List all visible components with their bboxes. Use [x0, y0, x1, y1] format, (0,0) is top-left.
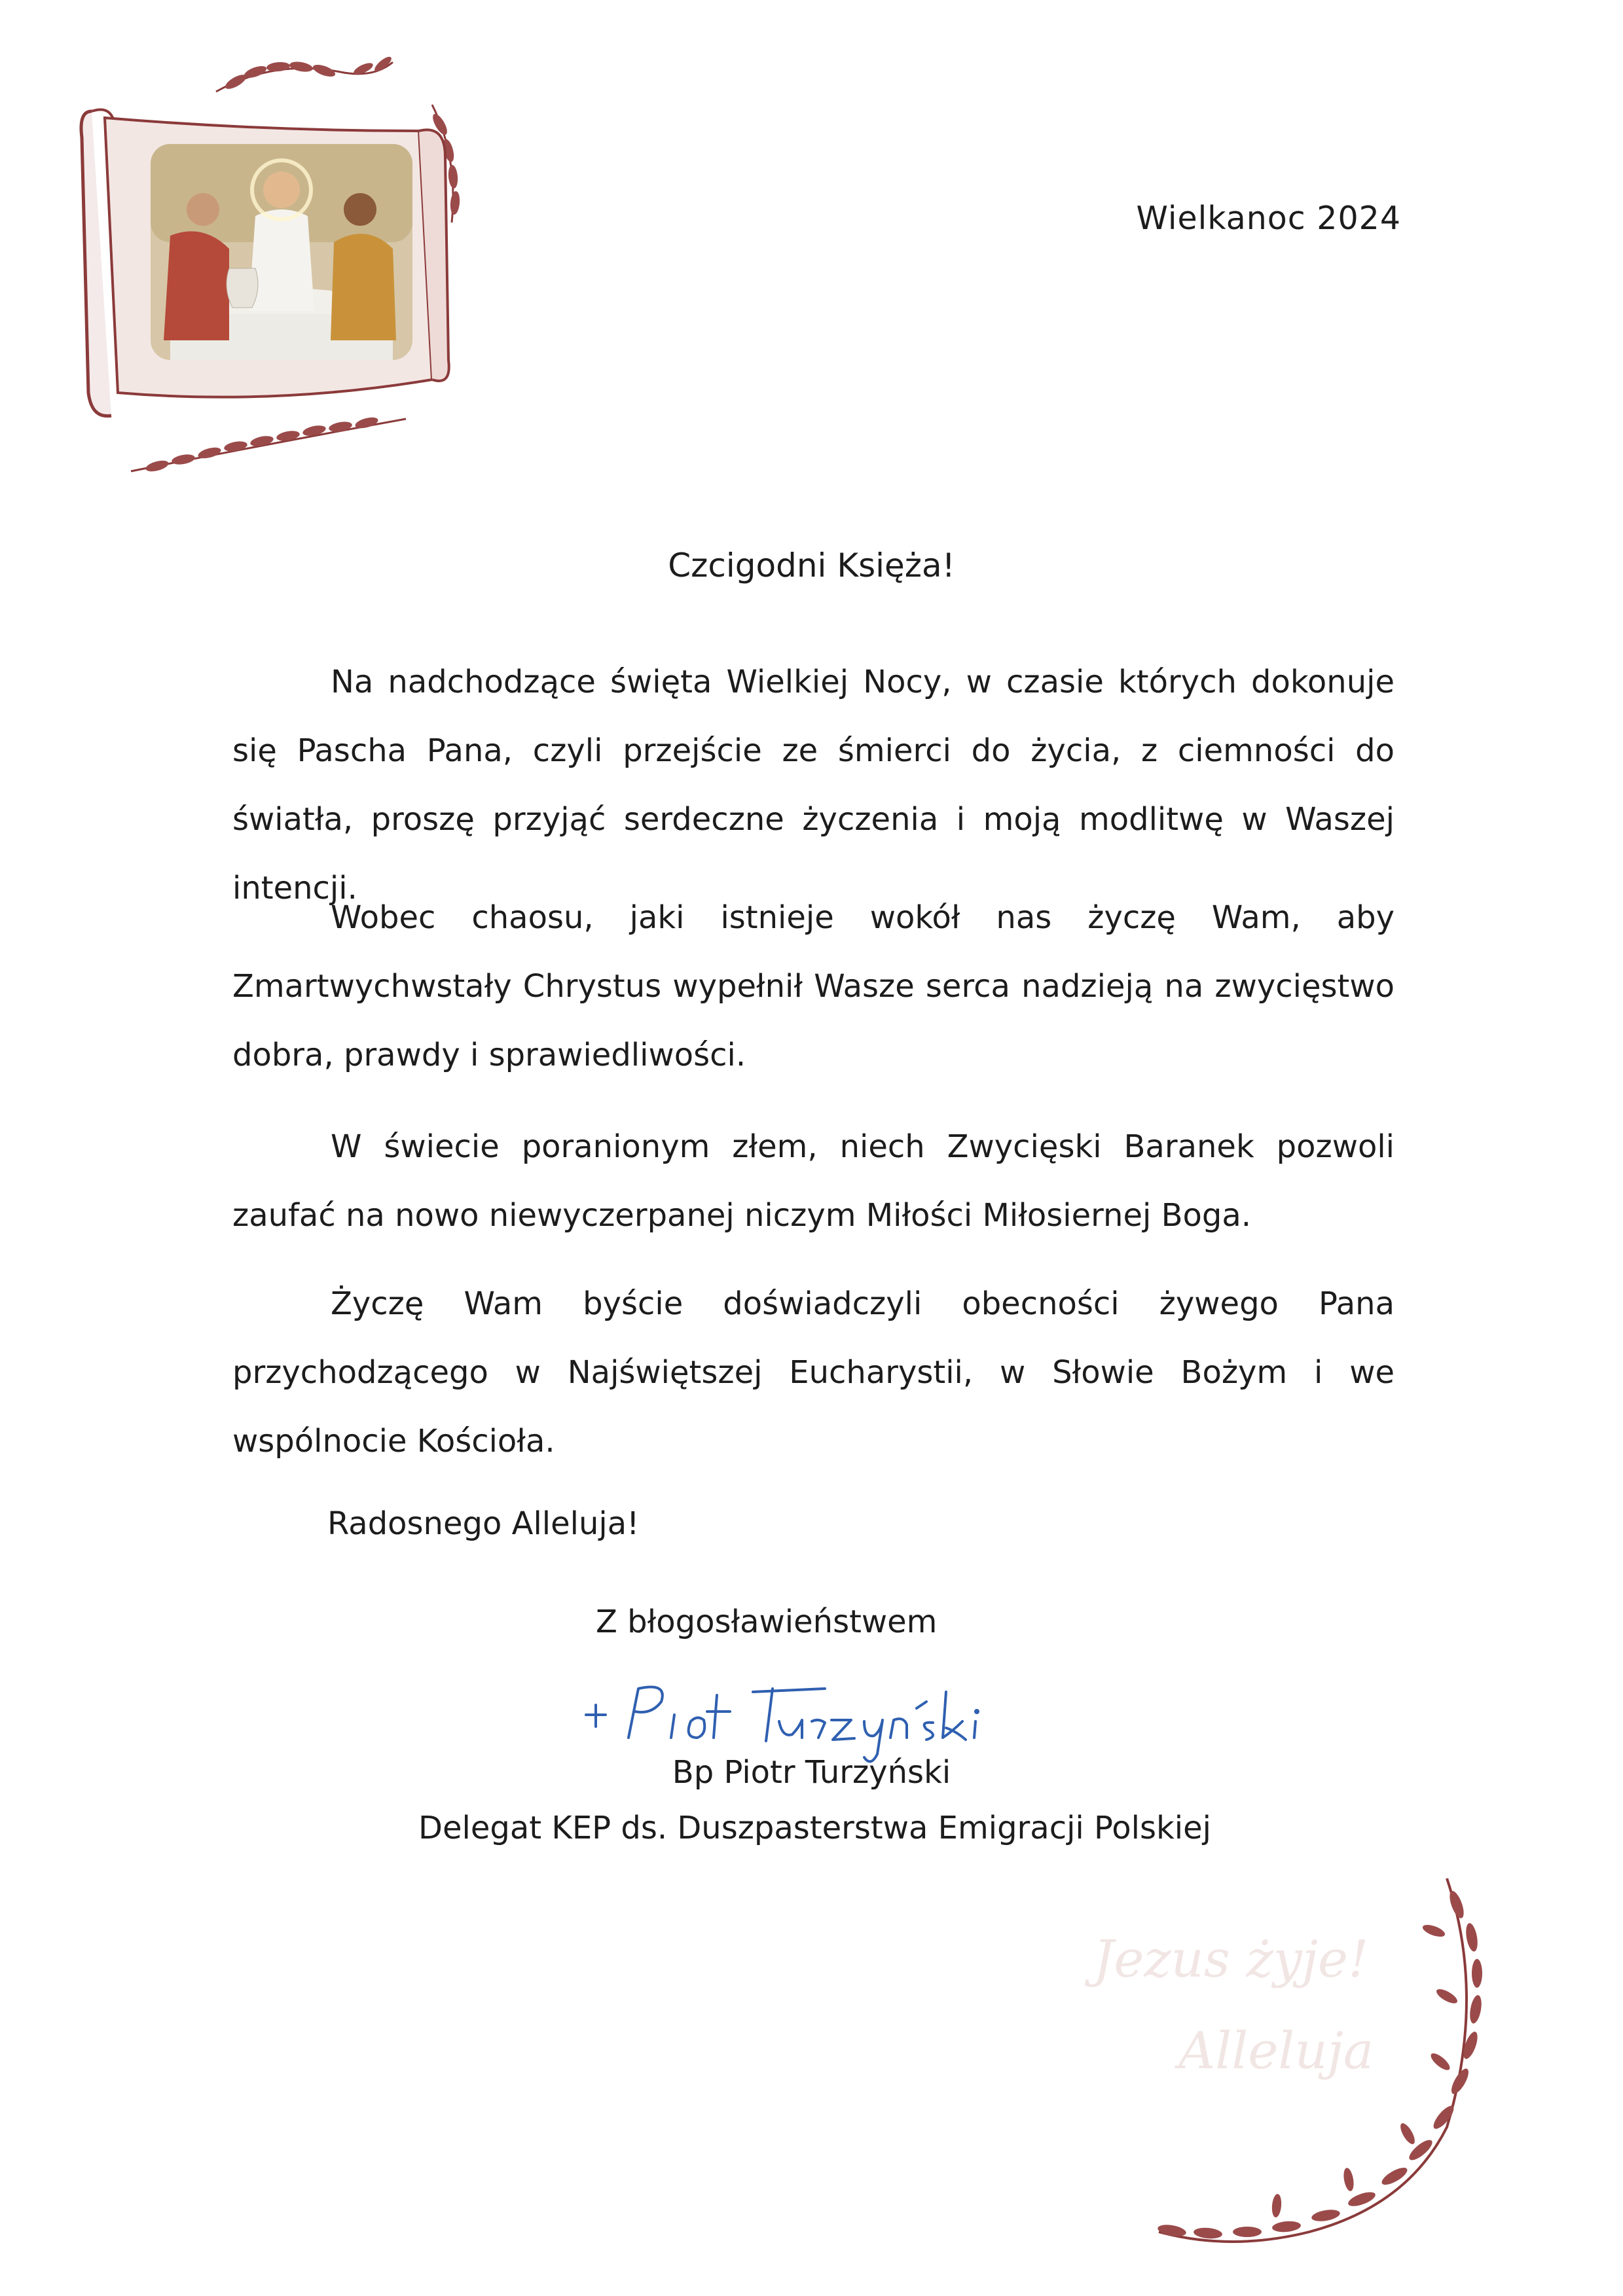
letter-paragraph-3: W świecie poranionym złem, niech Zwycięski Baranek pozwoli zaufać na nowo niewyczerpanej niczym Miłości Miłosiernej Boga. [232, 1128, 1395, 1234]
letter-paragraph-4: Życzę Wam byście doświadczyli obecności żywego Pana przychodzącego w Najświętszej Eucharystii, w Słowie Bożym i we wspólnocie Kościoła. [232, 1285, 1395, 1460]
svg-text:Jezus żyje!: Jezus żyje! [1093, 1930, 1369, 1989]
signer-name: Bp Piotr Turzyński [672, 1754, 951, 1791]
easter-scroll-illustration [65, 52, 511, 497]
letter-blessing: Z błogosławieństwem [596, 1604, 938, 1640]
letter-date: Wielkanoc 2024 [1136, 200, 1401, 237]
laurel-watermark-decoration [1080, 1865, 1506, 2271]
signer-role: Delegat KEP ds. Duszpasterstwa Emigracji Polskiej [418, 1810, 1211, 1846]
svg-text:Alleluja: Alleluja [1178, 2022, 1374, 2081]
letter-salutation: Czcigodni Księża! [668, 547, 955, 584]
letter-closing: Radosnego Alleluja! [327, 1505, 640, 1542]
letter-paragraph-2: Wobec chaosu, jaki istnieje wokół nas życzę Wam, aby Zmartwychwstały Chrystus wypełnił Wasze serca nadzieją na zwycięstwo dobra, prawdy i sprawiedliwości. [232, 899, 1395, 1073]
letter-paragraph-1: Na nadchodzące święta Wielkiej Nocy, w czasie których dokonuje się Pascha Pana, czyli przejście ze śmierci do życia, z ciemności do światła, proszę przyjąć serdeczne życzenia i moją modlitwę w Waszej intencji. [232, 664, 1395, 906]
